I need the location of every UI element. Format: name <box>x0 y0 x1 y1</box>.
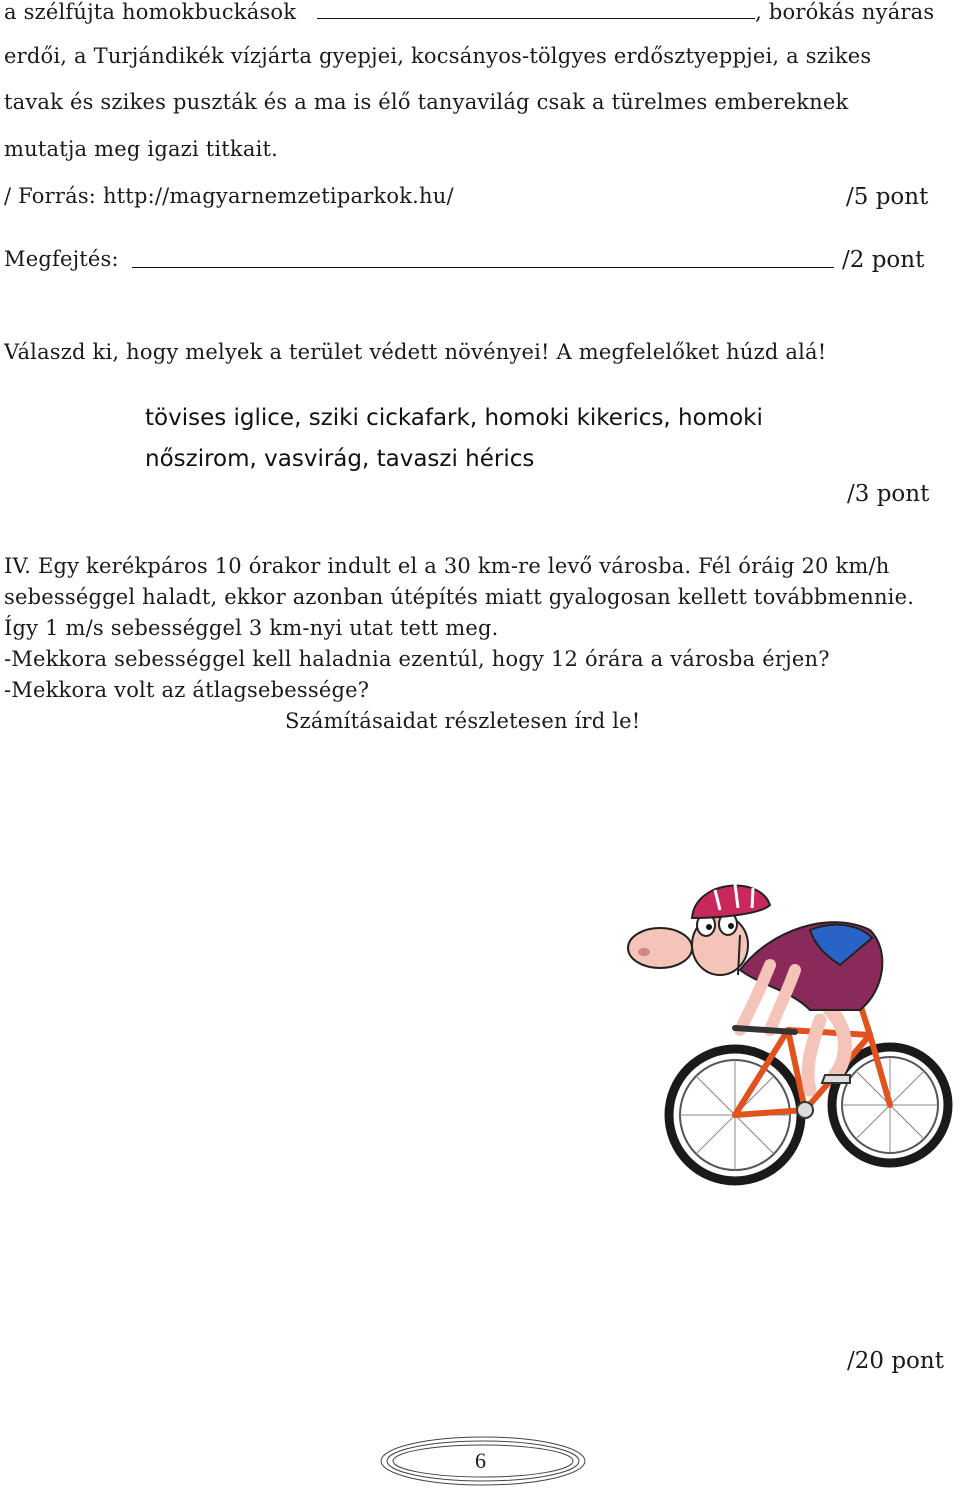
task-iv-line-2: sebességgel haladt, ekkor azonban útépítés miatt gyalogosan kellett továbbmennie. <box>4 585 915 609</box>
passage-line-1-start: a szélfújta homokbuckások <box>4 0 297 24</box>
source-citation: / Forrás: http://magyarnemzetiparkok.hu/ <box>4 184 454 208</box>
points-label-2: /2 pont <box>842 247 925 273</box>
passage-line-2: erdői, a Turjándikék vízjárta gyepjei, kocsányos-tölgyes erdősztyeppjei, a szikes <box>4 44 872 68</box>
task-iv-question-2: -Mekkora volt az átlagsebessége? <box>4 678 370 702</box>
passage-line-1-end: , borókás nyáras <box>755 0 935 24</box>
plants-list-line-1[interactable]: tövises iglice, sziki cickafark, homoki kikerics, homoki <box>145 405 763 431</box>
passage-line-4: mutatja meg igazi titkait. <box>4 137 279 161</box>
plants-list-line-2[interactable]: nőszirom, vasvirág, tavaszi hérics <box>145 446 535 472</box>
solution-answer-line[interactable] <box>132 247 834 268</box>
task-iv-line-1: IV. Egy kerékpáros 10 órakor indult el a 30 km-re levő városba. Fél óráig 20 km/h <box>4 554 890 578</box>
task-iv-question-1: -Mekkora sebességgel kell haladnia ezentúl, hogy 12 órára a városba érjen? <box>4 647 830 671</box>
points-label-5: /5 pont <box>846 184 929 210</box>
helmet <box>692 886 770 918</box>
cyclist-illustration <box>620 860 955 1190</box>
cyclist-nose <box>628 928 692 968</box>
plants-instruction: Válaszd ki, hogy melyek a terület védett növényei! A megfelelőket húzd alá! <box>4 340 827 364</box>
task-iv-line-3: Így 1 m/s sebességgel 3 km-nyi utat tett meg. <box>4 616 499 640</box>
passage-line-1 <box>4 0 934 24</box>
total-points: /20 pont <box>847 1348 944 1374</box>
page-number: 6 <box>475 1448 486 1473</box>
solution-label: Megfejtés: <box>4 247 119 271</box>
passage-line-3: tavak és szikes puszták és a ma is élő tanyavilág csak a türelmes embereknek <box>4 90 849 114</box>
points-label-3: /3 pont <box>847 481 930 507</box>
task-iv-instruction: Számításaidat részletesen írd le! <box>285 709 641 733</box>
answer-blank-1[interactable] <box>317 0 755 19</box>
